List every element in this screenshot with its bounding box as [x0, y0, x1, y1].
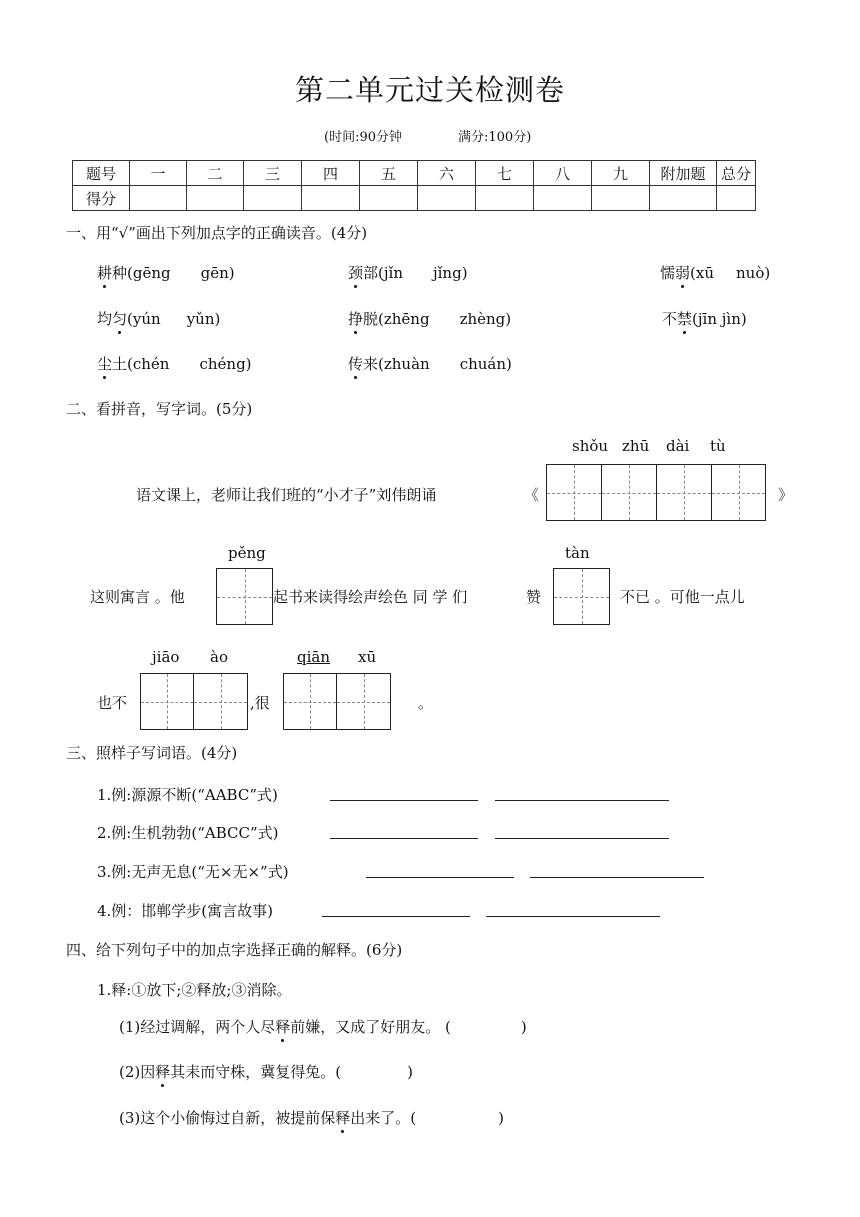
q1-item-5[interactable]: 挣脱(zhēng zhèng): [348, 310, 512, 328]
dotted-char: 释: [155, 1063, 171, 1081]
dotted-char: 释: [275, 1018, 291, 1036]
q1-item-6[interactable]: 不禁(jīn jìn): [662, 310, 747, 328]
q2-line2-post: 不已 。可他一点儿: [620, 588, 745, 606]
table-header-cell: 附加题: [650, 161, 717, 186]
pinyin-label: jiāo: [152, 648, 180, 666]
q2-line2-zan: 赞: [526, 588, 542, 606]
q1-item-8[interactable]: 传来(zhuàn chuán): [348, 355, 512, 373]
time-info: (时间:90分钟: [324, 130, 402, 145]
table-header-cell: 一: [130, 161, 187, 186]
table-header-cell: 二: [187, 161, 244, 186]
pinyin-label: tù: [710, 437, 726, 455]
q1-item-7[interactable]: 尘土(chén chéng): [97, 355, 252, 373]
page-title: 第二单元过关检测卷: [294, 73, 565, 107]
dotted-char: 挣: [348, 310, 364, 328]
table-header-cell: 六: [418, 161, 476, 186]
pinyin-label: tàn: [565, 544, 590, 562]
q2-line3-pre: 也不: [97, 694, 128, 712]
q2-line3-mid: ,很: [250, 694, 270, 712]
q3-heading: 三、照样子写词语。(4分): [66, 744, 238, 762]
table-header-cell: 题号: [73, 161, 130, 186]
table-row-label: 得分: [73, 186, 130, 211]
score-cell[interactable]: [650, 186, 717, 211]
q3-item-2: 2.例:生机勃勃(“ABCC”式): [97, 824, 279, 842]
answer-blank[interactable]: [530, 877, 704, 878]
score-cell[interactable]: [592, 186, 650, 211]
score-cell[interactable]: [360, 186, 418, 211]
answer-blank[interactable]: [330, 800, 478, 801]
score-cell[interactable]: [244, 186, 302, 211]
pinyin-label: qiān: [297, 648, 331, 666]
q1-item-1[interactable]: 耕种(gēng gēn): [97, 264, 235, 282]
pinyin-label: dài: [666, 437, 690, 455]
writing-grid-2[interactable]: [283, 673, 391, 730]
dotted-char: 匀: [112, 310, 128, 328]
dotted-char: 释: [335, 1109, 351, 1127]
score-cell[interactable]: [717, 186, 756, 211]
table-header-cell: 八: [534, 161, 592, 186]
q2-line3-end: 。: [418, 694, 434, 712]
close-book-quote: 》: [778, 486, 794, 504]
score-cell[interactable]: [418, 186, 476, 211]
dotted-char: 尘: [97, 355, 113, 373]
answer-blank[interactable]: [495, 800, 669, 801]
score-info: 满分:100分): [458, 130, 532, 145]
table-header-cell: 四: [302, 161, 360, 186]
q1-item-4[interactable]: 均匀(yún yǔn): [97, 310, 221, 328]
writing-grid-1[interactable]: [553, 568, 610, 625]
dotted-char: 弱: [675, 264, 691, 282]
dotted-char: 颈: [348, 264, 364, 282]
answer-blank[interactable]: [366, 877, 514, 878]
q2-heading: 二、看拼音，写字词。(5分): [66, 400, 253, 418]
q2-line2-pre: 这则寓言 。他: [90, 588, 185, 606]
q4-sentence-2: (2)因释其耒而守株，冀复得兔。( ): [119, 1063, 413, 1081]
answer-blank[interactable]: [330, 838, 478, 839]
table-header-cell: 总分: [717, 161, 756, 186]
table-header-cell: 九: [592, 161, 650, 186]
q4-definition: 1.释:①放下;②释放;③消除。: [97, 981, 292, 999]
score-cell[interactable]: [187, 186, 244, 211]
q3-item-4: 4.例：邯郸学步(寓言故事): [97, 902, 274, 920]
pinyin-label: ào: [210, 648, 228, 666]
table-header-cell: 七: [476, 161, 534, 186]
answer-blank[interactable]: [486, 916, 660, 917]
table-header-cell: 五: [360, 161, 418, 186]
q1-heading: 一、用“√”画出下列加点字的正确读音。(4分): [66, 224, 368, 242]
score-cell[interactable]: [302, 186, 360, 211]
writing-grid-2[interactable]: [140, 673, 248, 730]
score-cell[interactable]: [476, 186, 534, 211]
q1-item-3[interactable]: 懦弱(xū nuò): [660, 264, 771, 282]
dotted-char: 传: [348, 355, 364, 373]
q2-line2-mid: 起书来读得绘声绘色 同 学 们: [273, 588, 468, 606]
pinyin-label: zhū: [622, 437, 650, 455]
table-header-cell: 三: [244, 161, 302, 186]
score-table-score-row: [73, 186, 756, 211]
writing-grid-1[interactable]: [216, 568, 273, 625]
dotted-char: 禁: [677, 310, 693, 328]
dotted-char: 耕: [97, 264, 113, 282]
score-table-header-row: [73, 161, 756, 186]
pinyin-label: pěng: [228, 544, 266, 562]
answer-blank[interactable]: [322, 916, 470, 917]
q2-line1-text: 语文课上，老师让我们班的“小才子”刘伟朗诵: [136, 486, 437, 504]
q4-sentence-1: (1)经过调解，两个人尽释前嫌，又成了好朋友。 ( ): [119, 1018, 527, 1036]
writing-grid-4[interactable]: [546, 464, 766, 521]
pinyin-label: xū: [358, 648, 377, 666]
q4-heading: 四、给下列句子中的加点字选择正确的解释。(6分): [66, 941, 403, 959]
score-cell[interactable]: [534, 186, 592, 211]
q3-item-1: 1.例:源源不断(“AABC”式): [97, 786, 278, 804]
answer-blank[interactable]: [495, 838, 669, 839]
open-book-quote: 《: [524, 486, 540, 504]
q4-sentence-3: (3)这个小偷悔过自新，被提前保释出来了。( ): [119, 1109, 504, 1127]
q1-item-2[interactable]: 颈部(jǐn jǐng): [348, 264, 468, 282]
score-table: [72, 160, 756, 211]
pinyin-label: shǒu: [572, 437, 609, 455]
q3-item-3: 3.例:无声无息(“无×无×”式): [97, 863, 289, 881]
score-cell[interactable]: [130, 186, 187, 211]
